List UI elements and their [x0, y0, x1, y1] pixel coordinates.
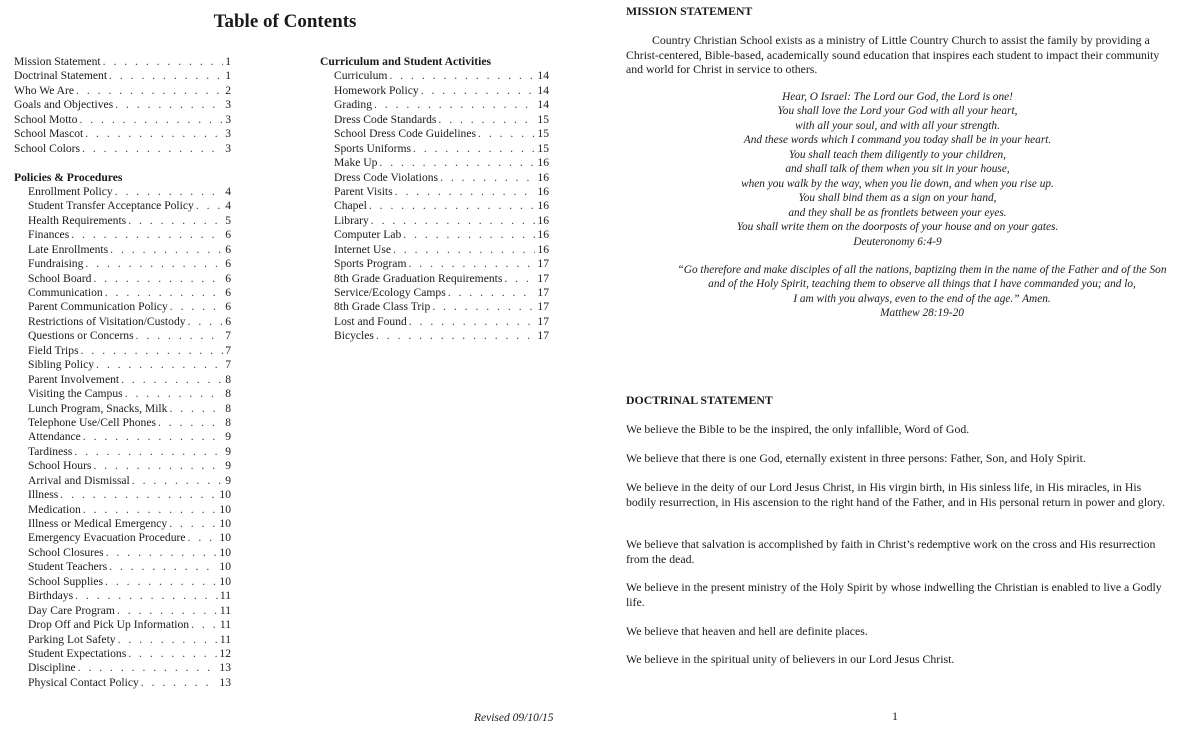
toc-entry [14, 402, 231, 416]
toc-entry-page: 10 [219, 488, 231, 502]
toc-section-policies-title: Policies & Procedures [14, 170, 123, 184]
scripture-line: when you walk by the way, when you lie down, and when you rise up. [741, 177, 1054, 190]
toc-entry [320, 98, 549, 112]
toc-entry-label: Medication [28, 502, 81, 516]
toc-dot-leader [371, 214, 536, 228]
scripture-line: with all your soul, and with all your strength. [795, 119, 1000, 132]
toc-entry-page: 13 [219, 675, 231, 689]
toc-entry [14, 575, 231, 589]
toc-entry-page: 10 [219, 545, 231, 559]
toc-dot-leader [369, 199, 536, 213]
toc-dot-leader [478, 127, 535, 141]
toc-entry-page: 9 [225, 430, 231, 444]
toc-general-list [14, 55, 231, 156]
toc-entry-label: Enrollment Policy [28, 184, 113, 198]
toc-dot-leader [79, 113, 223, 127]
toc-dot-leader [136, 329, 224, 343]
toc-entry [14, 69, 231, 83]
toc-entry-page: 4 [225, 184, 231, 198]
toc-spacer [14, 156, 231, 170]
toc-dot-leader [393, 243, 535, 257]
belief-item: We believe in the spiritual unity of believers in our Lord Jesus Christ. [626, 652, 955, 666]
toc-title: Table of Contents [213, 11, 357, 32]
toc-entry-label: Discipline [28, 661, 76, 675]
toc-entry-label: Sports Program [334, 257, 407, 271]
toc-entry-page: 16 [537, 156, 549, 170]
toc-entry-label: Communication [28, 286, 103, 299]
toc-entry-page: 1 [225, 55, 231, 68]
belief-item: We believe that salvation is accomplished by faith in Christ’s redemptive work on the cross and His resurrection from the dead. [626, 537, 1156, 566]
toc-entry-page: 16 [537, 228, 549, 242]
toc-entry-label: Telephone Use/Cell Phones [28, 415, 156, 429]
toc-entry-label: Health Requirements [28, 213, 127, 227]
toc-entry-page: 14 [537, 69, 549, 83]
toc-dot-leader [504, 272, 535, 286]
toc-entry-label: Internet Use [334, 242, 391, 256]
toc-entry-label: School Board [28, 271, 92, 285]
toc-dot-leader [78, 661, 218, 675]
toc-entry-page: 7 [225, 358, 231, 372]
toc-entry-page: 17 [537, 257, 549, 271]
toc-entry-page: 6 [225, 271, 231, 285]
toc-entry-label: Lost and Found [334, 314, 407, 328]
toc-entry-label: Bicycles [334, 329, 374, 343]
toc-dot-leader [60, 488, 217, 502]
toc-entry-label: Curriculum [334, 69, 388, 83]
toc-entry [14, 604, 231, 618]
toc-entry-label: School Dress Code Guidelines [334, 127, 477, 141]
toc-dot-leader [106, 546, 218, 560]
toc-entry-label: Illness [28, 488, 59, 502]
toc-entry-page: 6 [225, 228, 231, 242]
toc-dot-leader [118, 633, 218, 647]
toc-entry [14, 531, 231, 545]
toc-entry [320, 286, 549, 300]
toc-entry [14, 459, 231, 473]
toc-entry [14, 647, 231, 661]
toc-dot-leader [196, 199, 223, 213]
toc-entry-page: 9 [225, 444, 231, 458]
scripture-line: You shall write them on the doorposts of your house and on your gates. [736, 221, 1059, 234]
toc-entry [320, 243, 549, 257]
scripture-line: You shall bind them as a sign on your hand, [798, 192, 997, 205]
toc-entry [14, 257, 231, 271]
toc-entry-label: Dress Code Standards [334, 112, 437, 126]
toc-entry-label: Goals and Objectives [14, 98, 114, 112]
toc-dot-leader [93, 459, 223, 473]
toc-entry-label: School Supplies [28, 574, 104, 588]
toc-entry [14, 373, 231, 387]
toc-entry [14, 633, 231, 647]
toc-entry-page: 15 [537, 127, 549, 141]
toc-column-right [320, 55, 549, 344]
toc-entry-page: 2 [225, 83, 231, 97]
toc-entry [14, 272, 231, 286]
toc-entry-label: School Colors [14, 141, 81, 155]
toc-section-curriculum-title: Curriculum and Student Activities [320, 55, 492, 68]
toc-dot-leader [188, 531, 218, 545]
toc-entry [320, 69, 549, 83]
toc-dot-leader [408, 257, 535, 271]
toc-entry [14, 618, 231, 632]
toc-entry-page: 7 [225, 343, 231, 357]
toc-entry [14, 488, 231, 502]
scripture-line: I am with you always, even to the end of the age.” Amen. [793, 292, 1051, 305]
toc-dot-leader [110, 243, 223, 257]
toc-entry-page: 17 [537, 271, 549, 285]
doctrinal-heading: DOCTRINAL STATEMENT [626, 393, 773, 407]
toc-entry-page: 3 [225, 98, 231, 112]
toc-column-left [14, 55, 231, 690]
toc-entry [320, 199, 549, 213]
toc-entry-page: 16 [537, 170, 549, 184]
toc-entry-page: 12 [219, 646, 231, 660]
scripture-line: and shall talk of them when you sit in your house, [785, 163, 1010, 176]
toc-entry-label: School Mascot [14, 127, 84, 141]
toc-entry-page: 8 [225, 415, 231, 429]
toc-entry [14, 315, 231, 329]
toc-entry-label: Chapel [334, 199, 367, 213]
toc-entry-label: Sibling Policy [28, 358, 95, 372]
toc-entry [14, 185, 231, 199]
toc-dot-leader [141, 676, 218, 690]
toc-entry [14, 98, 231, 112]
toc-entry-label: Parking Lot Safety [28, 632, 116, 646]
toc-entry-label: 8th Grade Class Trip [334, 300, 431, 314]
toc-entry [14, 214, 231, 228]
toc-entry [320, 329, 549, 343]
toc-entry [14, 113, 231, 127]
toc-entry-page: 17 [537, 300, 549, 314]
toc-entry-label: Field Trips [28, 343, 79, 357]
toc-entry-label: Make Up [334, 156, 378, 170]
toc-dot-leader [128, 214, 223, 228]
toc-entry-label: Finances [28, 228, 70, 242]
scripture-matthew [622, 263, 1181, 321]
toc-entry [14, 300, 231, 314]
mission-heading: MISSION STATEMENT [626, 4, 753, 18]
toc-dot-leader [376, 329, 535, 343]
toc-entry [320, 84, 549, 98]
toc-entry-label: Questions or Concerns [28, 329, 134, 343]
toc-entry-label: Arrival and Dismissal [28, 473, 130, 487]
toc-dot-leader [395, 185, 536, 199]
mission-paragraph: Country Christian School exists as a ministry of Little Country Church to assist the family by providing a Christ-centered, Bible-based, academically sound education that inspires each student to impact their community and world for Christ in service to others. [626, 33, 1160, 76]
toc-entry [14, 546, 231, 560]
belief-item: We believe in the present ministry of the Holy Spirit by whose indwelling the Christian is enabled to live a Godly life. [626, 580, 1162, 609]
toc-entry-label: Visiting the Campus [28, 387, 123, 401]
toc-entry-label: Drop Off and Pick Up Information [28, 618, 190, 632]
toc-dot-leader [76, 84, 223, 98]
toc-dot-leader [83, 503, 218, 517]
toc-dot-leader [448, 286, 536, 300]
toc-entry-page: 3 [225, 127, 231, 141]
toc-entry-page: 16 [537, 242, 549, 256]
toc-entry [14, 430, 231, 444]
toc-entry-label: Grading [334, 98, 372, 112]
toc-entry-page: 14 [537, 83, 549, 97]
toc-entry-label: Restrictions of Visitation/Custody [28, 314, 186, 328]
toc-entry-page: 6 [225, 286, 231, 299]
toc-entry [14, 358, 231, 372]
scripture-line: You shall love the Lord your God with all your heart, [777, 105, 1018, 118]
toc-entry [14, 55, 231, 69]
toc-entry-page: 8 [225, 401, 231, 415]
scripture-line: and of the Holy Spirit, teaching them to observe all things that I have commanded you; and lo, [708, 278, 1136, 291]
toc-entry [14, 387, 231, 401]
toc-entry [14, 286, 231, 300]
toc-entry-label: School Motto [14, 112, 78, 126]
scripture-line: “Go therefore and make disciples of all the nations, baptizing them in the name of the Father and of the Son [677, 264, 1167, 276]
toc-entry [14, 228, 231, 242]
toc-entry-page: 15 [537, 112, 549, 126]
toc-entry-label: Library [334, 213, 369, 227]
toc-dot-leader [421, 84, 536, 98]
toc-entry [320, 272, 549, 286]
toc-entry [14, 199, 231, 213]
toc-entry-label: School Hours [28, 459, 92, 473]
toc-dot-leader [105, 575, 217, 589]
toc-curriculum-list [320, 69, 549, 343]
toc-entry [320, 315, 549, 329]
toc-entry-page: 5 [225, 213, 231, 227]
toc-entry-page: 16 [537, 184, 549, 198]
toc-entry [320, 214, 549, 228]
toc-entry [320, 300, 549, 314]
toc-dot-leader [170, 300, 223, 314]
toc-entry-label: Attendance [28, 430, 81, 444]
toc-dot-leader [432, 300, 535, 314]
toc-entry-label: Lunch Program, Snacks, Milk [28, 401, 168, 415]
toc-entry-label: Homework Policy [334, 83, 419, 97]
toc-entry-page: 6 [225, 242, 231, 256]
scripture-line: and they shall be as frontlets between your eyes. [788, 206, 1007, 219]
toc-entry-label: Doctrinal Statement [14, 69, 108, 83]
toc-dot-leader [389, 69, 535, 83]
toc-entry-page: 10 [219, 531, 231, 545]
toc-entry-label: Student Expectations [28, 646, 127, 660]
toc-entry-label: Who We Are [14, 83, 75, 97]
toc-entry [320, 156, 549, 170]
page-number: 1 [892, 709, 898, 723]
toc-dot-leader [440, 171, 535, 185]
toc-entry [14, 560, 231, 574]
toc-entry-label: Dress Code Violations [334, 170, 439, 184]
toc-dot-leader [374, 98, 535, 112]
toc-entry-page: 6 [225, 257, 231, 271]
toc-entry [14, 503, 231, 517]
toc-dot-leader [132, 474, 223, 488]
toc-entry [320, 185, 549, 199]
toc-page [0, 0, 590, 729]
toc-entry-label: Parent Visits [334, 184, 393, 198]
toc-entry [320, 127, 549, 141]
toc-entry-page: 11 [219, 618, 231, 632]
toc-dot-leader [85, 257, 223, 271]
toc-entry-page: 8 [225, 372, 231, 386]
toc-entry-label: Student Teachers [28, 560, 108, 574]
toc-entry-label: Late Enrollments [28, 242, 109, 256]
toc-entry-page: 15 [537, 141, 549, 155]
toc-dot-leader [93, 272, 223, 286]
toc-dot-leader [403, 228, 535, 242]
scripture-line: Deuteronomy 6:4-9 [853, 235, 942, 248]
toc-dot-leader [75, 589, 218, 603]
toc-entry-page: 6 [225, 300, 231, 314]
toc-entry-label: Parent Communication Policy [28, 300, 168, 314]
toc-entry [320, 113, 549, 127]
toc-dot-leader [82, 142, 223, 156]
toc-entry-page: 3 [225, 141, 231, 155]
toc-entry-label: Student Transfer Acceptance Policy [28, 199, 194, 213]
toc-dot-leader [81, 344, 224, 358]
toc-entry [14, 676, 231, 690]
belief-item: We believe in the deity of our Lord Jesus Christ, in His virgin birth, in His sinless life, in His miracles, in His bodily resurrection, in His ascension to the right hand of the Father, and in His personal return in power and glory. [626, 480, 1165, 509]
toc-entry [14, 329, 231, 343]
toc-entry-label: Illness or Medical Emergency [28, 517, 168, 530]
toc-entry [14, 243, 231, 257]
toc-entry-page: 13 [219, 661, 231, 675]
toc-dot-leader [169, 517, 217, 531]
toc-entry-page: 7 [225, 329, 231, 343]
belief-item: We believe that there is one God, eternally existent in three persons: Father, Son, and Holy Spirit. [626, 451, 1086, 465]
scripture-line: And these words which I command you today shall be in your heart. [743, 134, 1052, 147]
toc-entry-page: 16 [537, 199, 549, 213]
toc-dot-leader [438, 113, 535, 127]
toc-dot-leader [413, 142, 535, 156]
toc-entry-page: 10 [219, 574, 231, 588]
toc-entry [14, 344, 231, 358]
toc-dot-leader [74, 445, 223, 459]
toc-entry-label: School Closures [28, 545, 104, 559]
toc-dot-leader [83, 430, 223, 444]
toc-entry-page: 8 [225, 387, 231, 401]
toc-entry [320, 257, 549, 271]
toc-entry-page: 11 [219, 603, 231, 617]
toc-dot-leader [188, 315, 224, 329]
scripture-line: Hear, O Israel: The Lord our God, the Lord is one! [782, 91, 1013, 103]
toc-dot-leader [409, 315, 536, 329]
toc-entry [320, 171, 549, 185]
toc-dot-leader [109, 69, 223, 83]
toc-entry [14, 517, 231, 531]
toc-dot-leader [125, 387, 224, 401]
toc-entry-label: Physical Contact Policy [28, 675, 139, 689]
toc-entry [14, 589, 231, 603]
toc-dot-leader [85, 127, 223, 141]
toc-entry-page: 10 [219, 502, 231, 516]
toc-entry [320, 228, 549, 242]
toc-dot-leader [115, 98, 223, 112]
toc-entry-label: 8th Grade Graduation Requirements [334, 271, 503, 285]
toc-entry-page: 4 [225, 199, 231, 213]
toc-entry [14, 127, 231, 141]
toc-entry-label: Parent Involvement [28, 372, 120, 386]
toc-entry-page: 17 [537, 329, 549, 343]
toc-entry-label: Day Care Program [28, 603, 115, 617]
toc-entry-label: Mission Statement [14, 55, 101, 68]
toc-entry-label: Birthdays [28, 589, 74, 603]
toc-entry-page: 1 [225, 69, 231, 83]
scripture-line: Matthew 28:19-20 [880, 307, 964, 320]
toc-dot-leader [109, 560, 217, 574]
toc-entry-page: 17 [537, 286, 549, 299]
toc-entry-page: 17 [537, 314, 549, 328]
toc-entry-page: 10 [219, 517, 231, 530]
toc-entry [14, 142, 231, 156]
toc-dot-leader [103, 55, 224, 69]
toc-entry-page: 9 [225, 459, 231, 473]
toc-dot-leader [117, 604, 218, 618]
toc-entry-page: 10 [219, 560, 231, 574]
toc-entry-label: Fundraising [28, 257, 84, 271]
toc-entry-page: 11 [219, 632, 231, 646]
toc-entry [14, 474, 231, 488]
toc-entry [14, 445, 231, 459]
toc-entry-label: Emergency Evacuation Procedure [28, 531, 186, 545]
toc-entry [14, 416, 231, 430]
statements-page [590, 0, 1181, 729]
belief-item: We believe the Bible to be the inspired, the only infallible, Word of God. [626, 422, 970, 436]
toc-policies-list [14, 185, 231, 690]
toc-dot-leader [191, 618, 218, 632]
toc-entry-page: 16 [537, 213, 549, 227]
scripture-deuteronomy [610, 90, 1181, 249]
toc-dot-leader [158, 416, 223, 430]
toc-entry-page: 6 [225, 314, 231, 328]
toc-entry-label: Computer Lab [334, 228, 402, 242]
toc-dot-leader [105, 286, 223, 300]
toc-entry-page: 3 [225, 112, 231, 126]
belief-item: We believe that heaven and hell are definite places. [626, 624, 868, 638]
toc-dot-leader [96, 358, 223, 372]
toc-entry-label: Sports Uniforms [334, 141, 411, 155]
toc-entry [14, 661, 231, 675]
toc-dot-leader [379, 156, 535, 170]
toc-entry-page: 11 [219, 589, 231, 603]
scripture-line: You shall teach them diligently to your children, [789, 148, 1006, 161]
toc-entry [320, 142, 549, 156]
revised-date: Revised 09/10/15 [474, 712, 554, 724]
toc-entry-label: Service/Ecology Camps [334, 286, 446, 299]
toc-entry [14, 84, 231, 98]
toc-entry-label: Tardiness [28, 444, 73, 458]
toc-entry-page: 14 [537, 98, 549, 112]
toc-dot-leader [121, 373, 223, 387]
toc-dot-leader [169, 402, 223, 416]
toc-dot-leader [71, 228, 223, 242]
toc-dot-leader [115, 185, 224, 199]
toc-dot-leader [128, 647, 217, 661]
toc-entry-page: 9 [225, 473, 231, 487]
